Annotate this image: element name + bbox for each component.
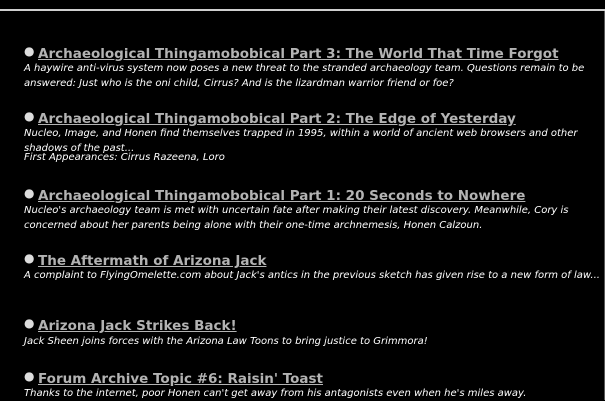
entry-title-link[interactable]: Arizona Jack Strikes Back!	[38, 318, 237, 334]
entry-description: A complaint to FlyingOmelette.com about Jack's antics in the previous sketch has given rise to a new form of law...	[24, 270, 600, 281]
entry-title-link[interactable]: Archaeological Thingamobobical Part 3: The World That Time Forgot	[38, 46, 559, 62]
entry-title-row	[24, 368, 323, 386]
entry-description: Jack Sheen joins forces with the Arizona Law Toons to bring justice to Grimmora!	[24, 336, 428, 347]
entry-first-appearances: First Appearances: Cirrus Razeena, Loro	[24, 152, 225, 163]
bullet-icon: ●	[24, 369, 35, 383]
bullet-icon: ●	[24, 109, 35, 123]
entry-title-row	[24, 43, 559, 61]
entry-title-link[interactable]: Archaeological Thingamobobical Part 1: 20 Seconds to Nowhere	[38, 188, 526, 204]
entry-title-row	[24, 108, 516, 126]
entry-title-row	[24, 250, 266, 268]
entry-title-link[interactable]: Archaeological Thingamobobical Part 2: The Edge of Yesterday	[38, 111, 516, 127]
entry-title-link[interactable]: Forum Archive Topic #6: Raisin' Toast	[38, 371, 324, 387]
entry-description: Thanks to the internet, poor Honen can't get away from his antagonists even when he's miles away.	[24, 388, 527, 399]
entry-title-row	[24, 315, 237, 333]
bullet-icon: ●	[24, 251, 35, 265]
entry-description: A haywire anti-virus system now poses a new threat to the stranded archaeology team. Questions remain to be answered: Just who is the oni child, Cirrus? And is the lizardman warrior friend or foe?	[24, 63, 585, 89]
bullet-icon: ●	[24, 44, 35, 58]
entry-description: Nucleo's archaeology team is met with uncertain fate after making their latest discovery. Meanwhile, Cory is concerned about her parents being alone with their one-time archnemesis, Honen Calzoun.	[24, 205, 569, 231]
entry-title-row	[24, 185, 525, 203]
entry-description: Nucleo, Image, and Honen find themselves trapped in 1995, within a world of ancient web browsers and other shadows of the past...	[24, 128, 578, 154]
bullet-icon: ●	[24, 186, 35, 200]
entry-title-link[interactable]: The Aftermath of Arizona Jack	[38, 253, 267, 269]
bullet-icon: ●	[24, 316, 35, 330]
top-divider	[0, 9, 605, 11]
